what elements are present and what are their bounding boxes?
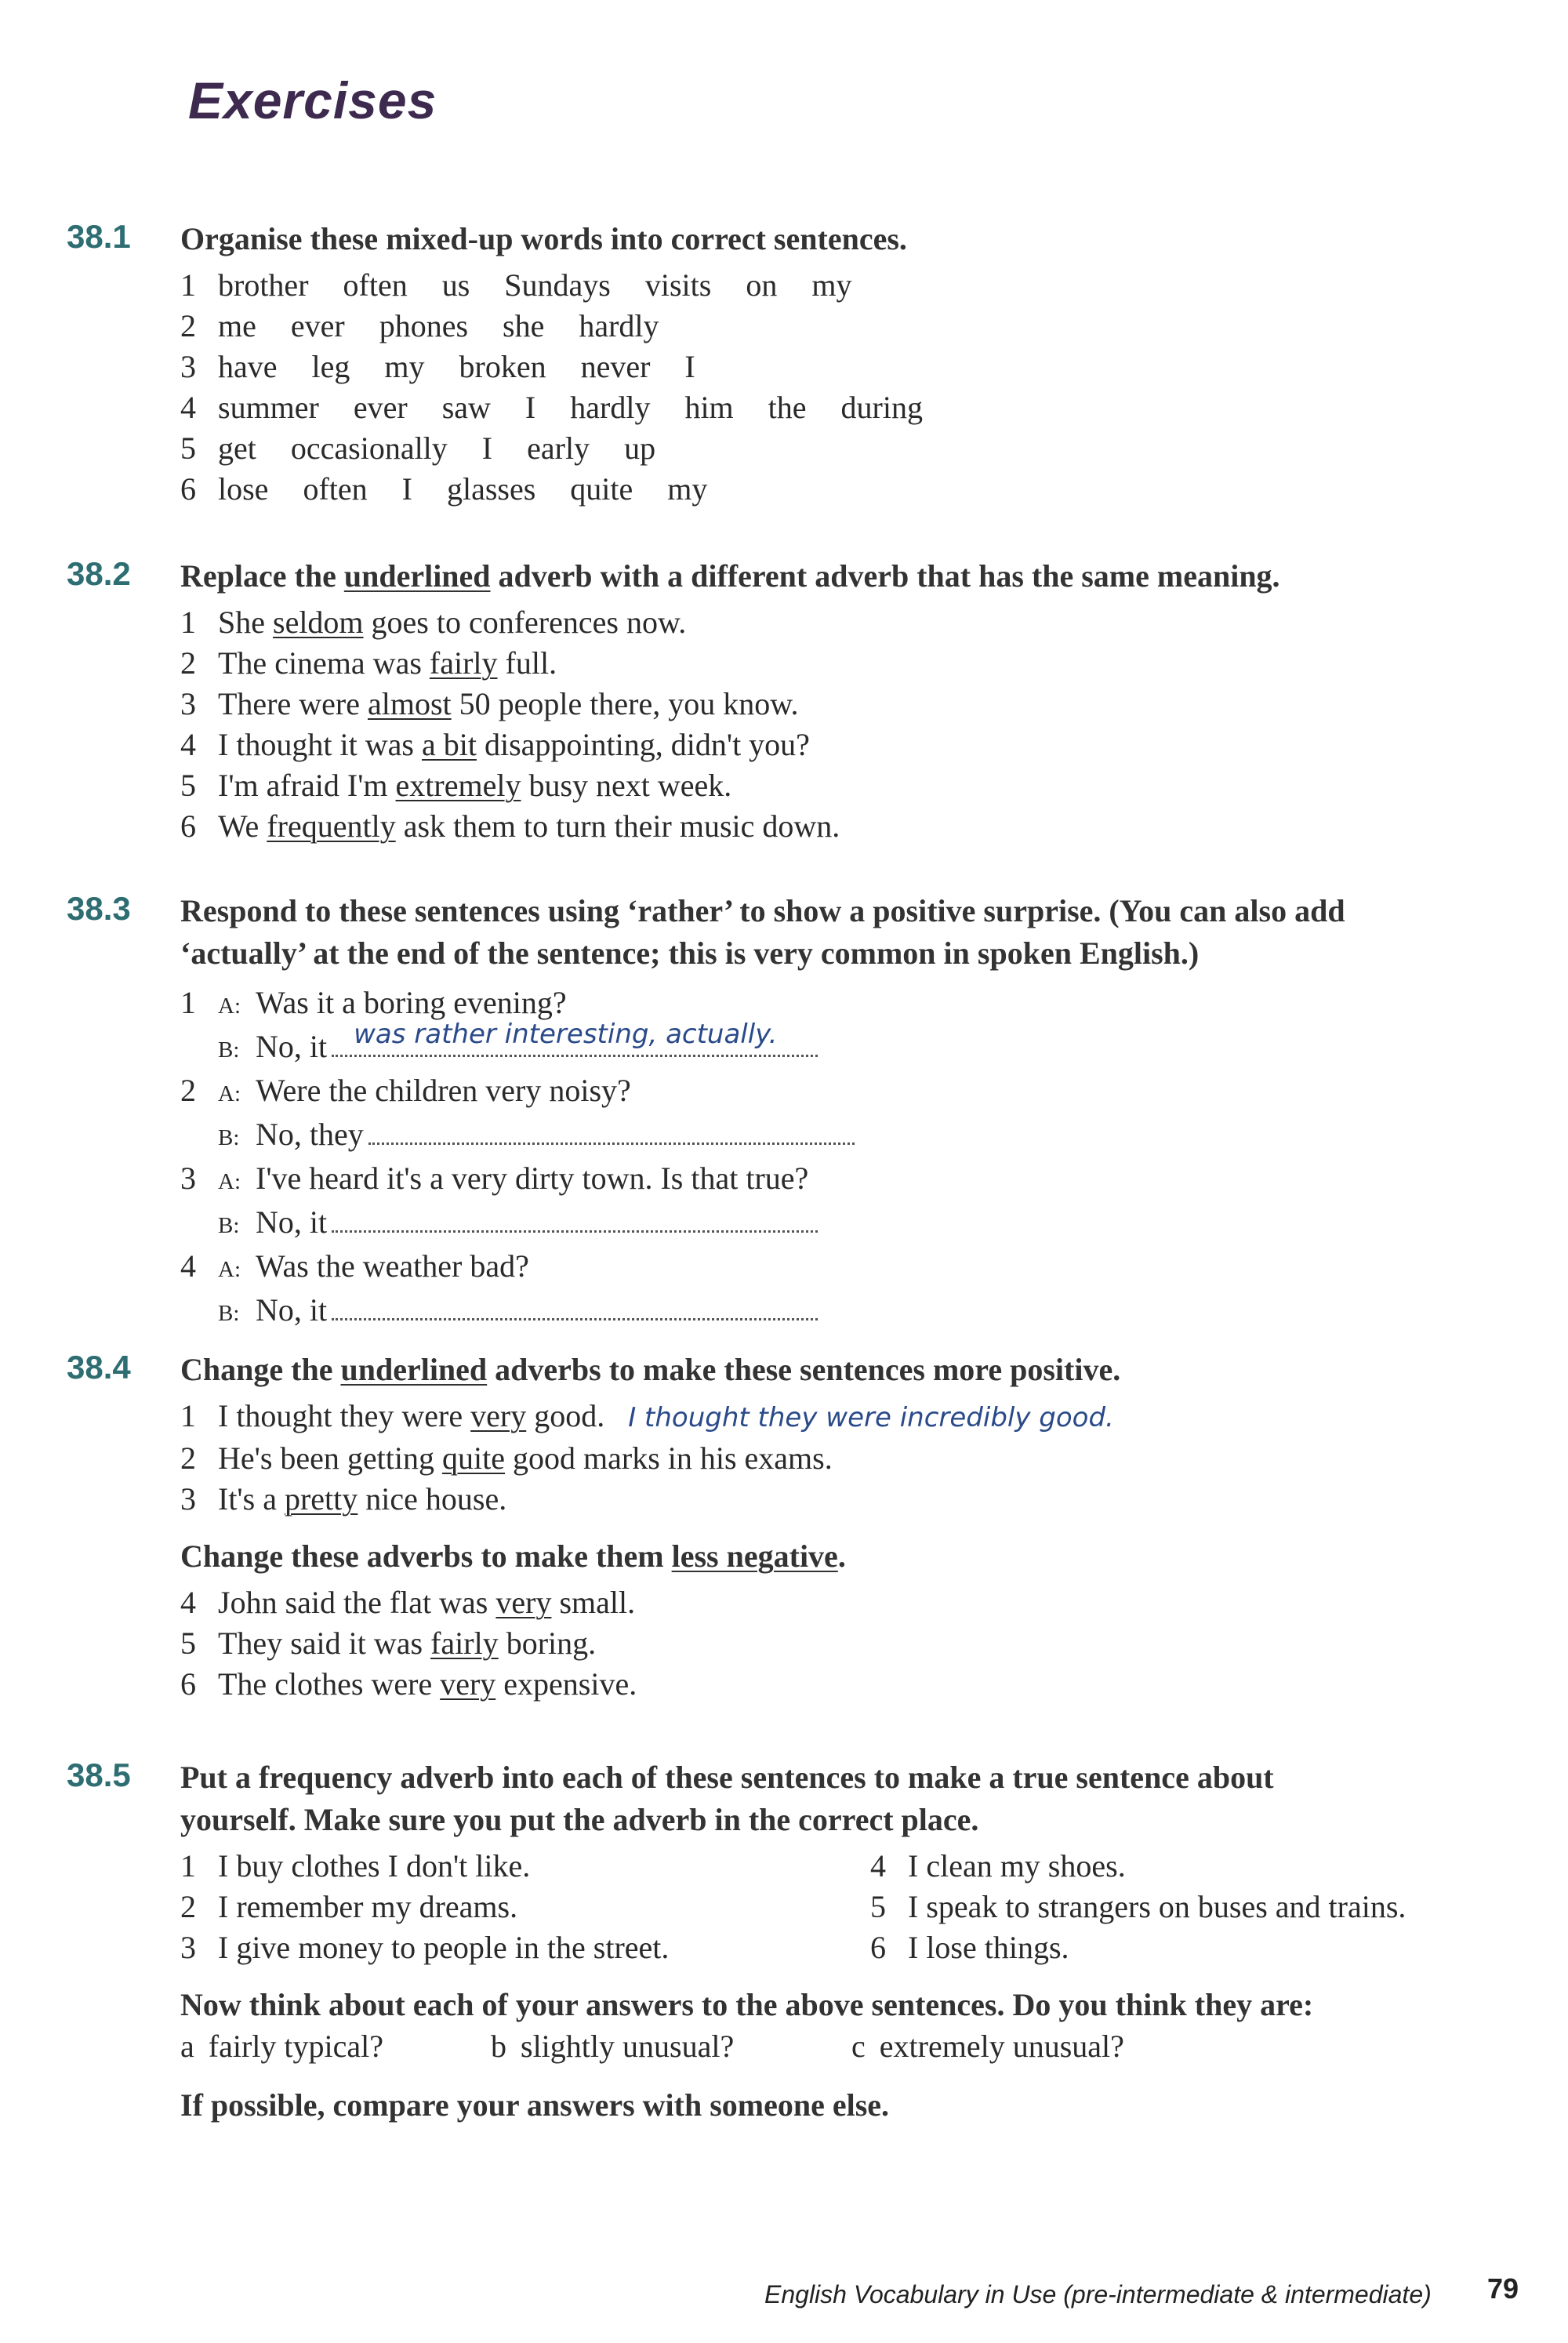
item-word: my: [811, 267, 852, 303]
item-word: summer: [218, 390, 319, 425]
speaker-label: B:: [218, 1213, 240, 1238]
item-number: 2: [180, 645, 196, 681]
dialogue-question: [180, 1070, 1541, 1114]
item-word: ever: [290, 308, 345, 343]
item-word: the: [768, 390, 807, 425]
dialogue-response: [180, 1114, 1541, 1158]
exercise-item: [180, 1438, 1541, 1479]
item-text: good.: [526, 1398, 605, 1433]
underlined-adverb: fairly: [429, 645, 498, 681]
item-number: 4: [870, 1848, 886, 1883]
underlined-adverb: frequently: [267, 808, 396, 844]
underlined-adverb: fairly: [430, 1626, 499, 1661]
speaker-label: B:: [218, 1125, 240, 1150]
item-word: my: [667, 471, 708, 507]
item-word: on: [746, 267, 778, 303]
exercise-item: [180, 643, 1541, 684]
option-letter: b: [491, 2029, 506, 2064]
exercise-number: 38.2: [67, 555, 131, 592]
underlined-adverb: very: [470, 1398, 527, 1433]
item-text: I'm afraid I'm: [218, 768, 396, 803]
item-word: I: [481, 430, 493, 466]
item-number: 5: [180, 768, 196, 803]
item-number: 1: [180, 1848, 196, 1883]
question-text: Were the children very noisy?: [256, 1073, 631, 1108]
item-number: 4: [180, 390, 196, 425]
underlined-adverb: extremely: [395, 768, 521, 803]
exercise-item: [180, 725, 1541, 765]
item-word: get: [218, 430, 256, 466]
exercise-item: [180, 428, 1541, 469]
exercise-item: [180, 1396, 1541, 1438]
response-text: No, they: [256, 1117, 364, 1152]
item-text: The cinema was: [218, 645, 430, 681]
item-text: I remember my dreams.: [218, 1889, 518, 1924]
item-word: brother: [218, 267, 309, 303]
item-word: I: [684, 349, 695, 384]
exercise-item: [180, 306, 1541, 347]
exercise-number: 38.1: [67, 218, 131, 255]
item-number: 6: [180, 1666, 196, 1702]
item-word: phones: [379, 308, 469, 343]
item-word: up: [624, 430, 656, 466]
exercise-item: [180, 765, 1541, 806]
exercise-items: [180, 265, 1541, 510]
item-word: occasionally: [290, 430, 448, 466]
exercise-instruction: Respond to these sentences using ‘rather’ to show a positive surprise. (You can also add ‘actually’ at the end of the sentence; this is very common in spoken English.): [180, 893, 1345, 971]
speaker-label: A:: [218, 1169, 241, 1194]
item-number: 5: [180, 430, 196, 466]
handwritten-answer: I thought they were incredibly good.: [628, 1402, 1114, 1433]
exercise-final-note: If possible, compare your answers with someone else.: [180, 2087, 890, 2123]
answer-option: [851, 2026, 1181, 2067]
option-letter: a: [180, 2029, 194, 2064]
item-number: 4: [180, 1248, 196, 1284]
exercise-item: [180, 806, 1541, 847]
answer-blank: [332, 1207, 818, 1233]
exercise-items: [180, 1846, 1541, 1971]
answer-option: [180, 2026, 491, 2067]
item-number: 3: [180, 1161, 196, 1196]
item-word: never: [580, 349, 651, 384]
exercise-item: [180, 602, 1541, 643]
item-text: I lose things.: [908, 1930, 1069, 1965]
handwritten-answer: was rather interesting, actually.: [354, 1019, 778, 1050]
option-text: fairly typical?: [208, 2029, 383, 2064]
question-text: Was it a boring evening?: [256, 985, 567, 1020]
response-text: No, it: [256, 1029, 328, 1064]
speaker-label: A:: [218, 1257, 241, 1282]
exercise-instruction: Replace the underlined adverb with a different adverb that has the same meaning.: [180, 558, 1280, 594]
item-word: my: [384, 349, 425, 384]
item-text: John said the flat was: [218, 1585, 496, 1620]
question-text: Was the weather bad?: [256, 1248, 529, 1284]
item-word: I: [401, 471, 412, 507]
item-text: He's been getting: [218, 1440, 443, 1476]
item-text: disappointing, didn't you?: [476, 727, 810, 762]
item-word: early: [527, 430, 590, 466]
exercise-item: [180, 1664, 1541, 1705]
exercise-item: [180, 1927, 669, 1968]
exercise-number: 38.3: [67, 890, 131, 927]
item-word: she: [503, 308, 545, 343]
underlined-adverb: almost: [367, 686, 452, 721]
speaker-label: A:: [218, 1081, 241, 1106]
answer-blank: [368, 1119, 855, 1145]
items-column-left: [180, 1846, 669, 1968]
item-number: 3: [180, 349, 196, 384]
item-text: I give money to people in the street.: [218, 1930, 670, 1965]
item-number: 3: [180, 1930, 196, 1965]
underlined-adverb: very: [495, 1585, 552, 1620]
item-text: small.: [551, 1585, 636, 1620]
exercise-item: [180, 684, 1541, 725]
item-number: 6: [180, 808, 196, 844]
item-text: goes to conferences now.: [363, 605, 687, 640]
exercise-instruction: Put a frequency adverb into each of these sentences to make a true sentence about yourself. Make sure you put the adverb in the correct place.: [180, 1760, 1274, 1837]
exercise-item: [180, 1887, 669, 1927]
exercise-item: [180, 1479, 1541, 1520]
exercise-item: [180, 1582, 1541, 1623]
exercise-item: [180, 387, 1541, 428]
item-word: saw: [441, 390, 491, 425]
item-text: We: [218, 808, 267, 844]
speaker-label: A:: [218, 994, 241, 1019]
item-text: I buy clothes I don't like.: [218, 1848, 531, 1883]
item-word: hardly: [570, 390, 651, 425]
item-text: I speak to strangers on buses and trains.: [908, 1889, 1406, 1924]
item-word: often: [343, 267, 408, 303]
exercise-item: [180, 347, 1541, 387]
item-text: I thought they were: [218, 1398, 471, 1433]
item-word: lose: [218, 471, 269, 507]
dialogue-question: [180, 1158, 1541, 1202]
item-number: 2: [180, 1440, 196, 1476]
exercise-number: 38.5: [67, 1756, 131, 1793]
underlined-adverb: pretty: [284, 1481, 358, 1517]
answer-blank: [332, 1019, 818, 1057]
exercise-items: [180, 1582, 1541, 1705]
exercise-item: [180, 265, 1541, 306]
item-number: 6: [180, 471, 196, 507]
item-text: 50 people there, you know.: [451, 686, 799, 721]
footer-book-title: English Vocabulary in Use (pre-intermediate & intermediate): [764, 2280, 1432, 2308]
exercise-instruction-2: Change these adverbs to make them less negative.: [180, 1538, 846, 1574]
item-text: full.: [497, 645, 557, 681]
item-number: 6: [870, 1930, 886, 1965]
item-text: ask them to turn their music down.: [395, 808, 840, 844]
item-number: 2: [180, 1889, 196, 1924]
item-text: good marks in his exams.: [505, 1440, 833, 1476]
item-word: ever: [353, 390, 408, 425]
exercise-item: [870, 1846, 1406, 1887]
exercise-item: [870, 1887, 1406, 1927]
item-word: quite: [570, 471, 633, 507]
exercise-instruction: Change the underlined adverbs to make these sentences more positive.: [180, 1352, 1121, 1387]
item-text: She: [218, 605, 273, 640]
item-word: often: [303, 471, 368, 507]
item-word: leg: [311, 349, 350, 384]
item-text: expensive.: [495, 1666, 637, 1702]
item-word: me: [218, 308, 256, 343]
item-text: They said it was: [218, 1626, 431, 1661]
item-text: nice house.: [358, 1481, 507, 1517]
exercise-number: 38.4: [67, 1349, 131, 1386]
item-word: during: [840, 390, 923, 425]
item-number: 1: [180, 985, 196, 1020]
item-text: I thought it was: [218, 727, 422, 762]
exercise-items: [180, 602, 1541, 847]
item-text: It's a: [218, 1481, 285, 1517]
item-word: him: [684, 390, 734, 425]
item-number: 5: [870, 1889, 886, 1924]
question-text: I've heard it's a very dirty town. Is that true?: [256, 1161, 809, 1196]
exercise-item: [870, 1927, 1406, 1968]
item-number: 3: [180, 686, 196, 721]
item-number: 3: [180, 1481, 196, 1517]
exercise-items: [180, 983, 1541, 1334]
item-word: Sundays: [504, 267, 611, 303]
underlined-adverb: seldom: [273, 605, 364, 640]
exercise-instruction: Organise these mixed-up words into correct sentences.: [180, 221, 907, 256]
speaker-label: B:: [218, 1301, 240, 1326]
item-text: boring.: [498, 1626, 597, 1661]
option-text: slightly unusual?: [521, 2029, 735, 2064]
item-word: I: [524, 390, 536, 425]
underlined-adverb: quite: [442, 1440, 505, 1476]
response-text: No, it: [256, 1292, 328, 1328]
item-number: 1: [180, 605, 196, 640]
dialogue-response: [180, 1202, 1541, 1246]
option-text: extremely unusual?: [879, 2029, 1124, 2064]
response-text: No, it: [256, 1204, 328, 1240]
item-number: 1: [180, 267, 196, 303]
item-word: glasses: [446, 471, 536, 507]
underlined-adverb: a bit: [421, 727, 477, 762]
underlined-adverb: very: [440, 1666, 496, 1702]
item-word: have: [218, 349, 278, 384]
item-word: us: [441, 267, 470, 303]
dialogue-response: [180, 1290, 1541, 1334]
items-column-right: [870, 1846, 1406, 1968]
answer-option: [491, 2026, 851, 2067]
page-number: 79: [1487, 2272, 1519, 2305]
item-text: There were: [218, 686, 368, 721]
answer-blank: [332, 1295, 818, 1320]
exercise-question: Now think about each of your answers to the above sentences. Do you think they are:: [180, 1987, 1314, 2022]
speaker-label: B:: [218, 1037, 240, 1063]
item-text: The clothes were: [218, 1666, 441, 1702]
item-number: 4: [180, 727, 196, 762]
item-number: 5: [180, 1626, 196, 1661]
exercise-item: [180, 1846, 669, 1887]
item-number: 1: [180, 1398, 196, 1433]
item-number: 4: [180, 1585, 196, 1620]
page-title: Exercises: [188, 71, 437, 129]
item-number: 2: [180, 308, 196, 343]
item-number: 2: [180, 1073, 196, 1108]
item-text: I clean my shoes.: [908, 1848, 1126, 1883]
exercise-items: [180, 1396, 1541, 1520]
exercise-item: [180, 469, 1541, 510]
answer-options: [180, 2026, 1541, 2067]
dialogue-question: [180, 1246, 1541, 1290]
item-word: broken: [459, 349, 546, 384]
item-word: visits: [644, 267, 712, 303]
dialogue-response: [180, 1019, 1541, 1070]
option-letter: c: [851, 2029, 866, 2064]
exercise-item: [180, 1623, 1541, 1664]
item-word: hardly: [579, 308, 659, 343]
item-text: busy next week.: [521, 768, 732, 803]
